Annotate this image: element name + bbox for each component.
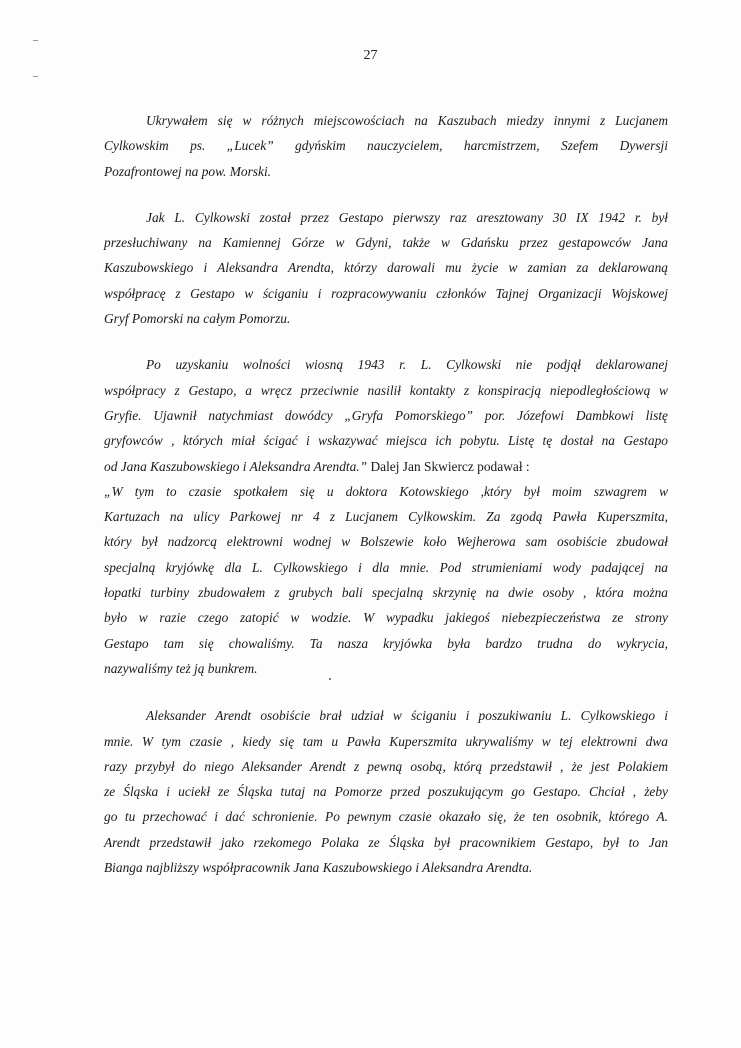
- scan-artifact: [33, 76, 38, 77]
- quote-line: który był nadzorcą elektrowni wodnej w Bolszewie koło Wejherowa sam osobiście zbudował: [104, 534, 668, 550]
- text-line: Bianga najbliższy współpracownik Jana Kaszubowskiego i Aleksandra Arendta.: [104, 860, 533, 876]
- text-line: Aleksander Arendt osobiście brał udział w ściganiu i poszukiwaniu L. Cylkowskiego i: [146, 708, 668, 724]
- text-line: mnie. W tym czasie , kiedy się tam u Pawła Kuperszmita ukrywaliśmy w tej elektrowni dwa: [104, 733, 668, 749]
- quote-line: „W tym to czasie spotkałem się u doktora Kotowskiego ,który był moim szwagrem w: [104, 483, 668, 499]
- paragraph-1: [104, 108, 668, 184]
- quote-line: było w razie czego zatopić w wodzie. W wypadku jakiegoś niebezpieczeństwa ze strony: [104, 610, 668, 626]
- quote-line: Gestapo tam się chowaliśmy. Ta nasza kryjówka była bardzo trudna do wykrycia,: [104, 635, 668, 651]
- text-line: go tu przechować i dać schronienie. Po pewnym czasie okazało się, że ten osobnik, którego A.: [104, 809, 668, 825]
- paragraph-4: [104, 703, 668, 880]
- text-line: Kaszubowskiego i Aleksandra Arendta, którzy darowali mu życie w zamian za deklarowaną: [104, 260, 668, 276]
- page-number: 27: [363, 48, 378, 63]
- paragraph-3: [104, 352, 668, 681]
- text-line: Arendt przedstawił jako rzekomego Polaka ze Śląska był pracownikiem Gestapo, był to Jan: [104, 834, 668, 850]
- scan-artifact: [329, 678, 331, 680]
- text-line: współpracy z Gestapo, a wręcz przeciwnie nasilił kontakty z konspiracją niepodległościową w: [104, 382, 668, 398]
- text-line: przesłuchiwany na Kamiennej Górze w Gdyni, także w Gdańsku przez gestapowców Jana: [104, 235, 668, 251]
- text-line: ze Śląska i uciekł ze Śląska tutaj na Pomorze przed poszukującym go Gestapo. Chciał , żeby: [104, 784, 668, 800]
- paragraph-2: [104, 205, 668, 331]
- text-line: Gryf Pomorski na całym Pomorzu.: [104, 311, 291, 327]
- quote-line: specjalną kryjówkę dla L. Cylkowskiego i dla mnie. Pod strumieniami wody padającej na: [104, 559, 668, 575]
- text-line: Ukrywałem się w różnych miejscowościach na Kaszubach miedzy innymi z Lucjanem: [146, 113, 668, 128]
- quote-line: łopatki turbiny zbudowałem z grubych bali specjalną skrzynię na dwie osoby , która można: [104, 585, 668, 601]
- scan-artifact: [33, 40, 38, 41]
- text-line: Po uzyskaniu wolności wiosną 1943 r. L. Cylkowski nie podjął deklarowanej: [146, 357, 668, 373]
- document-body: [104, 108, 668, 880]
- text-line: współpracę z Gestapo w ściganiu i rozpracowywaniu członków Tajnej Organizacji Wojskowej: [104, 285, 668, 301]
- text-line: Cylkowskim ps. „Lucek” gdyńskim nauczycielem, harcmistrzem, Szefem Dywersji: [104, 138, 668, 154]
- text-line: Gryfie. Ujawnił natychmiast dowódcy „Gryfa Pomorskiego” por. Józefowi Dambkowi listę: [104, 407, 668, 423]
- text-line-upright: Dalej Jan Skwiercz podawał :: [367, 458, 530, 474]
- text-line-italic: od Jana Kaszubowskiego i Aleksandra Arendta.”: [104, 458, 368, 474]
- text-line: gryfowców , których miał ścigać i wskazywać miejsca ich pobytu. Listę tę dostał na Gestapo: [104, 433, 668, 449]
- text-line: Jak L. Cylkowski został przez Gestapo pierwszy raz aresztowany 30 IX 1942 r. był: [146, 209, 668, 225]
- text-line: [104, 454, 668, 479]
- text-line: Pozafrontowej na pow. Morski.: [104, 163, 272, 179]
- quote-line: Kartuzach na ulicy Parkowej nr 4 z Lucjanem Cylkowskim. Za zgodą Pawła Kuperszmita,: [104, 509, 668, 525]
- quote-line: nazywaliśmy też ją bunkrem.: [104, 660, 258, 676]
- text-line: razy przybył do niego Aleksander Arendt z pewną osobą, którą przedstawił , że jest Polakiem: [104, 758, 668, 774]
